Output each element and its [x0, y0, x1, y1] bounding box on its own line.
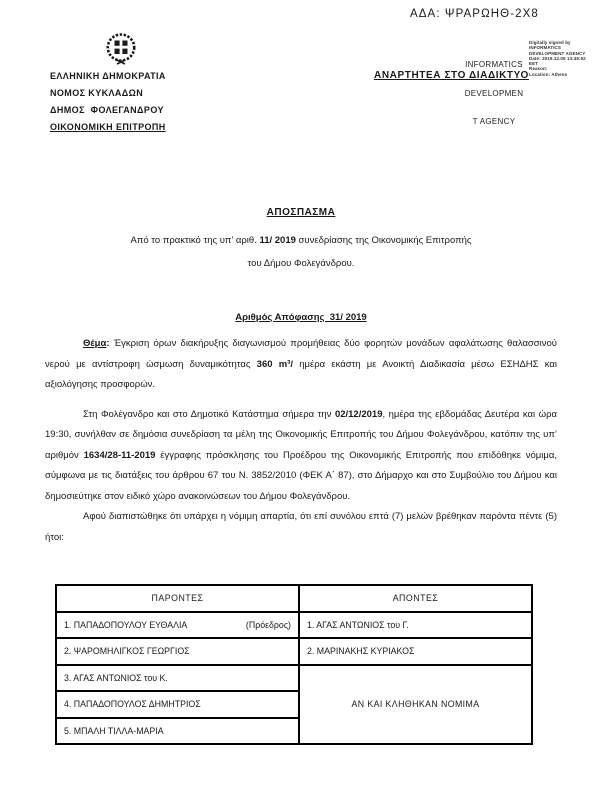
- present-member-name: 1. ΠΑΠΑΔΟΠΟΥΛΟΥ ΕΥΘΑΛΙΑ: [64, 619, 188, 630]
- org-line-committee: ΟΙΚΟΝΟΜΙΚΗ ΕΠΙΤΡΟΠΗ: [50, 122, 166, 132]
- ada-code: ΑΔΑ: ΨΡΑΡΩΗΘ-2Χ8: [410, 8, 539, 20]
- table-row: [56, 665, 532, 692]
- absent-legally-summoned-note: ΑΝ ΚΑΙ ΚΛΗΘΗΚΑΝ ΝΟΜΙΜΑ: [299, 665, 532, 745]
- table-row: [56, 612, 532, 639]
- protocol-subtitle: Από το πρακτικό της υπ’ αριθ. 11/ 2019 συνεδρίασης της Οικονομικής Επιτροπής: [130, 234, 472, 246]
- stamp-agency-line: T AGENCY: [472, 117, 516, 126]
- absent-member-cell: 2. ΜΑΡΙΝΑΚΗΣ ΚΥΡΙΑΚΟΣ: [299, 638, 532, 665]
- digital-signature-stamp: [461, 41, 527, 146]
- signature-detail-line: Reason:: [529, 66, 548, 72]
- table-row: [56, 638, 532, 665]
- quorum-paragraph: Αφού διαπιστώθηκε ότι υπάρχει η νόμιμη απαρτία, ότι επί συνόλου επτά (7) μελών βρέθηκαν παρόντα πέντε (5) ήτοι:: [45, 511, 557, 543]
- present-member-cell: 5. ΜΠΑΛΗ ΤΙΛΛΑ-ΜΑΡΙΑ: [56, 718, 299, 745]
- org-line-municipality: ΔΗΜΟΣ ΦΟΛΕΓΑΝΔΡΟΥ: [50, 105, 164, 115]
- stamp-agency-line: INFORMATICS: [465, 60, 523, 69]
- greek-national-emblem-icon: [104, 33, 138, 65]
- signature-detail-line: EET: [529, 61, 539, 67]
- present-member-cell: [56, 612, 299, 639]
- present-column-header: ΠΑΡΟΝΤΕΣ: [56, 585, 299, 612]
- publish-notice: ΑΝΑΡΤΗΤΕΑ ΣΤΟ ΔΙΑΔΙΚΤΥΟ: [374, 70, 529, 81]
- signature-detail-line: Digitally signed by: [529, 40, 571, 45]
- issuing-authority-header: [50, 33, 166, 136]
- attendance-table: [55, 584, 533, 745]
- org-line-republic: ΕΛΛΗΝΙΚΗ ΔΗΜΟΚΡΑΤΙΑ: [50, 71, 166, 81]
- signature-detail-line: DEVELOPMENT AGENCY: [529, 50, 586, 56]
- president-note: (Πρόεδρος): [245, 619, 291, 630]
- present-member-cell: 3. ΑΓΑΣ ΑΝΤΩΝΙΟΣ του Κ.: [56, 665, 299, 692]
- digital-signature-details: [529, 40, 591, 77]
- signature-detail-line: Location: Athens: [529, 71, 568, 77]
- table-header-row: [56, 585, 532, 612]
- document-body: [45, 203, 557, 745]
- stamp-agency-line: DEVELOPMEN: [464, 88, 524, 98]
- present-member-cell: 4. ΠΑΠΑΔΟΠΟΥΛΟΣ ΔΗΜΗΤΡΙΟΣ: [56, 691, 299, 718]
- absent-column-header: ΑΠΟΝΤΕΣ: [299, 585, 532, 612]
- document-title: ΑΠΟΣΠΑΣΜΑ: [266, 207, 336, 218]
- municipality-subtitle: του Δήμου Φολεγάνδρου.: [247, 258, 355, 269]
- signature-detail-line: Date: 2019.12.05 13:45:52: [529, 55, 586, 61]
- absent-member-cell: 1. ΑΓΑΣ ΑΝΤΩΝΙΟΣ του Γ.: [299, 612, 532, 639]
- decision-number: Αριθμός Απόφασης 31/ 2019: [235, 311, 367, 323]
- session-paragraph: Στη Φολέγανδρο και στο Δημοτικό Κατάστημα σήμερα την 02/12/2019, ημέρα της εβδομάδας Δευτέρα και ώρα 19:30, συνήλθαν σε δημόσια συνεδρίαση τα μέλη της Οικονομικής Επιτροπής του Δήμου Φολεγάνδρου, κατόπιν της υπ’ αριθμόν 1634/28-11-2019 έγγραφης πρόσκλησης του Προέδρου της Οικονομικής Επιτροπής που επιδόθηκε νόμιμα, σύμφωνα με τις διατάξεις του άρθρου 67 του Ν. 3852/2010 (ΦΕΚ Α΄ 87), στο Δήμαρχο και στο Συμβούλιο του Δήμου και δημοσιεύτηκε στον ειδικό χώρο ανακοινώσεων του Δήμου Φολεγάνδρου.: [45, 408, 557, 502]
- subject-paragraph: Θέμα: Έγκριση όρων διακήρυξης διαγωνισμού προμήθειας δύο φορητών μονάδων αφαλάτωσης θαλασσινού νερού με αντίστροφη ώσμωση δυναμικότητας 360 m³/ ημέρα εκάστη με Ανοικτή Διαδικασία μέσω ΕΣΗΔΗΣ και αξιολόγησης προσφορών.: [45, 338, 557, 390]
- present-member-cell: 2. ΨΑΡΟΜΗΛΙΓΚΟΣ ΓΕΩΡΓΙΟΣ: [56, 638, 299, 665]
- signature-detail-line: INFORMATICS: [529, 45, 562, 51]
- org-line-prefecture: ΝΟΜΟΣ ΚΥΚΛΑΔΩΝ: [50, 88, 144, 98]
